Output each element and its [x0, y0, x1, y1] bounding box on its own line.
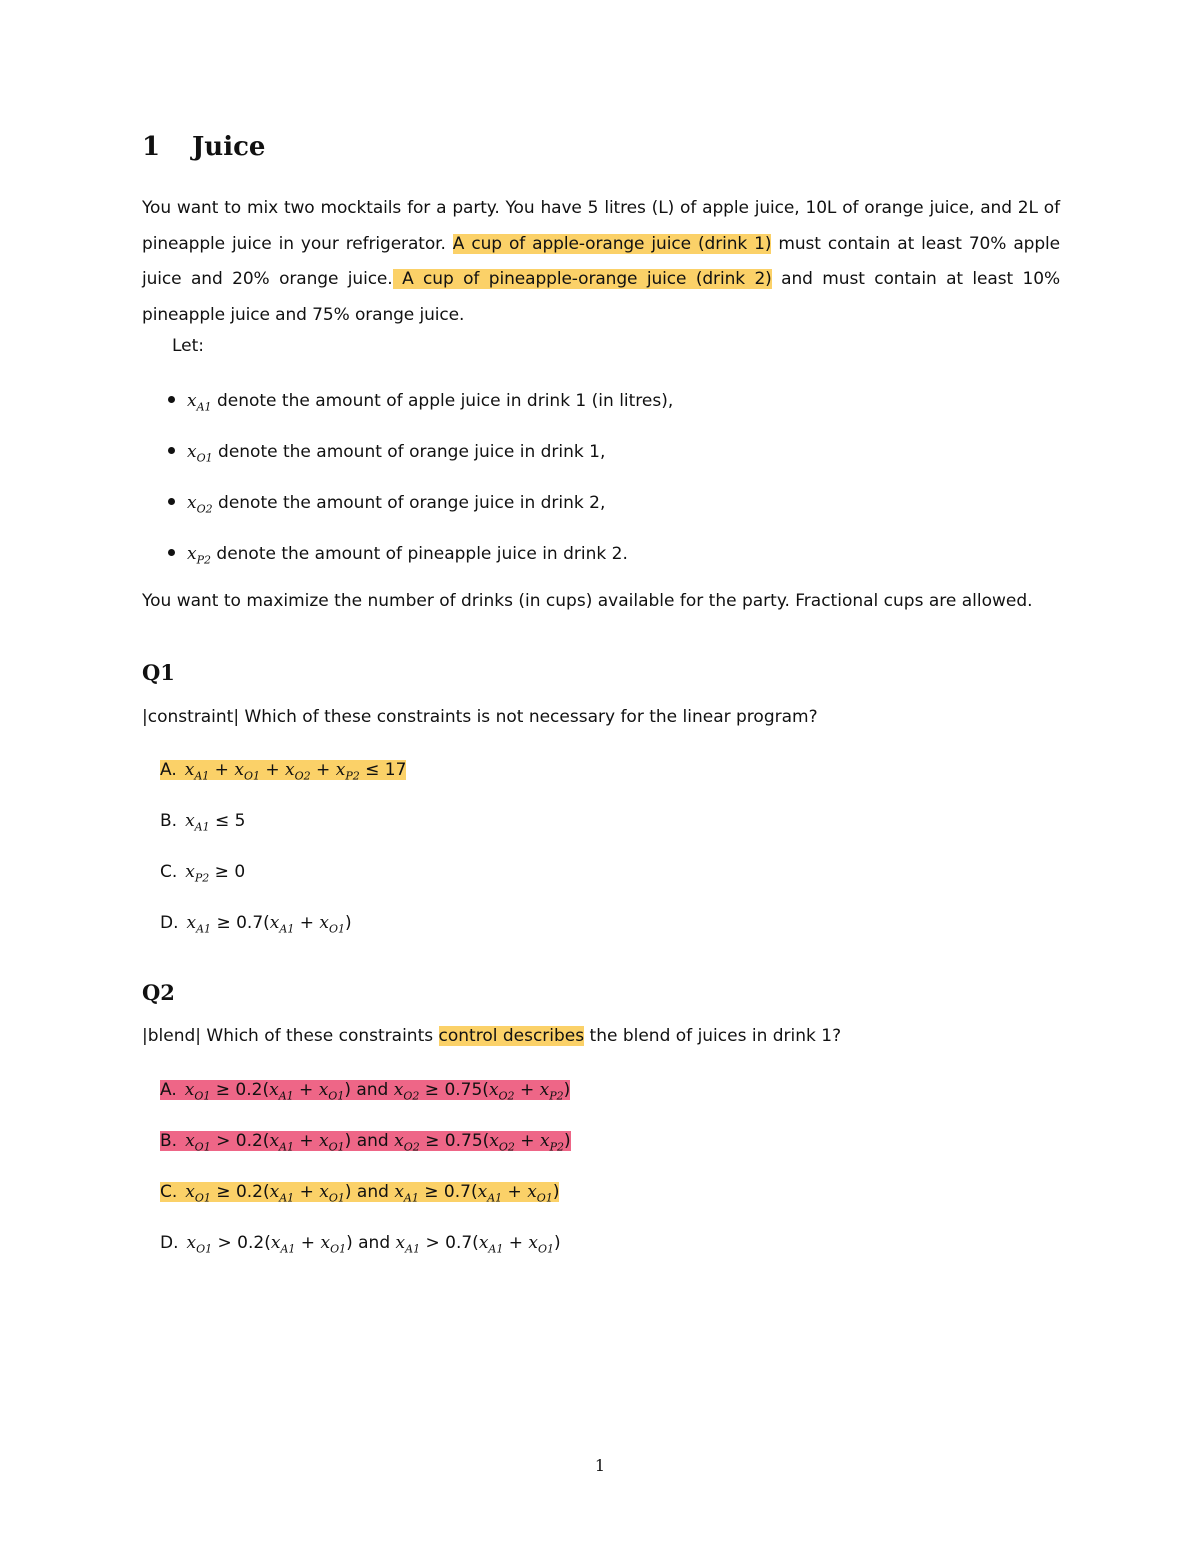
option-expression: $x_{A1} \le 5$ — [185, 811, 246, 834]
q1-options — [160, 756, 406, 960]
option-letter: A. — [160, 760, 177, 780]
q2-option-b — [160, 1127, 571, 1178]
intro-text-3: and must contain at least 10% pineapple juice and 75% orange juice. — [142, 269, 1060, 325]
variable-description: denote the amount of pineapple juice in drink 2. — [211, 544, 628, 564]
variable-list — [168, 386, 673, 590]
bullet-icon — [168, 447, 175, 454]
option-content — [160, 760, 407, 783]
bullet-icon — [168, 549, 175, 556]
variable-item — [168, 488, 673, 539]
goal-text: You want to maximize the number of drinks (in cups) available for the party. Fractional cups are allowed. — [142, 591, 1033, 611]
section-title: Juice — [192, 132, 266, 162]
option-content — [160, 1131, 571, 1154]
variable-symbol: $x_{O2}$ — [187, 493, 213, 516]
option-content — [160, 1233, 561, 1256]
variable-description: denote the amount of orange juice in drink 2, — [212, 493, 606, 513]
q1-option-d — [160, 909, 406, 960]
q1-option-a — [160, 756, 406, 807]
q2-options — [160, 1076, 571, 1280]
option-expression: $x_{P2} \ge 0$ — [185, 862, 246, 885]
intro-text-2: must contain at least 70% apple juice and 20% orange juice. — [142, 233, 1061, 289]
variable-description: denote the amount of apple juice in drink 1 (in litres), — [211, 391, 674, 411]
q2-option-c — [160, 1178, 571, 1229]
variable-symbol: $x_{P2}$ — [187, 544, 211, 567]
option-expression: $x_{A1} \ge 0.7(x_{A1} + x_{O1})$ — [186, 913, 352, 936]
option-letter: D. — [160, 913, 179, 933]
q2-option-d — [160, 1229, 571, 1280]
variable-item — [168, 539, 673, 590]
option-expression: $x_{O1} > 0.2(x_{A1} + x_{O1})$ and $x_{A1} > 0.7(x_{A1} + x_{O1})$ — [186, 1233, 561, 1256]
q1-question: |constraint| Which of these constraints is not necessary for the linear program? — [142, 707, 818, 727]
option-content — [160, 1080, 571, 1103]
option-letter: C. — [160, 1182, 178, 1202]
option-content — [160, 862, 246, 885]
q2-question-text-end: the blend of juices in drink 1? — [584, 1026, 842, 1046]
section-number: 1 — [142, 132, 161, 162]
variable-item — [168, 386, 673, 437]
variable-description: denote the amount of orange juice in drink 1, — [212, 442, 606, 462]
q2-option-a — [160, 1076, 571, 1127]
highlight-drink1: A cup of apple-orange juice (drink 1) — [452, 233, 772, 254]
option-expression: $x_{A1} + x_{O1} + x_{O2} + x_{P2} \le 17$ — [184, 760, 407, 783]
page-number: 1 — [594, 1456, 606, 1475]
q2-question-highlight: control describes — [438, 1026, 585, 1046]
option-letter: A. — [160, 1080, 177, 1100]
q1-option-c — [160, 858, 406, 909]
option-letter: B. — [160, 1131, 178, 1151]
q1-heading: Q1 — [142, 660, 175, 685]
option-expression: $x_{O1} \ge 0.2(x_{A1} + x_{O1})$ and $x_{O2} \ge 0.75(x_{O2} + x_{P2})$ — [184, 1080, 571, 1103]
q2-question-text: |blend| Which of these constraints — [142, 1026, 439, 1046]
intro-paragraph — [142, 191, 1060, 333]
option-content — [160, 1182, 560, 1205]
q1-option-b — [160, 807, 406, 858]
bullet-icon — [168, 396, 175, 403]
option-letter: C. — [160, 862, 178, 882]
option-content — [160, 913, 352, 936]
option-content — [160, 811, 246, 834]
option-expression: $x_{O1} > 0.2(x_{A1} + x_{O1})$ and $x_{O2} \ge 0.75(x_{O2} + x_{P2})$ — [185, 1131, 571, 1154]
q2-heading: Q2 — [142, 980, 175, 1005]
section-heading — [142, 132, 265, 162]
option-letter: B. — [160, 811, 178, 831]
q2-question — [142, 1026, 841, 1046]
option-expression: $x_{O1} \ge 0.2(x_{A1} + x_{O1})$ and $x_{A1} \ge 0.7(x_{A1} + x_{O1})$ — [185, 1182, 560, 1205]
variable-item — [168, 437, 673, 488]
option-letter: D. — [160, 1233, 179, 1253]
let-label: Let: — [172, 336, 205, 356]
highlight-drink2: A cup of pineapple-orange juice (drink 2) — [392, 269, 772, 289]
variable-symbol: $x_{O1}$ — [187, 442, 213, 465]
bullet-icon — [168, 498, 175, 505]
intro-text-1: You want to mix two mocktails for a party. You have 5 litres (L) of apple juice, 10L of orange juice, and 2L of pineapple juice in your refrigerator. — [142, 198, 1060, 254]
variable-symbol: $x_{A1}$ — [187, 391, 212, 414]
